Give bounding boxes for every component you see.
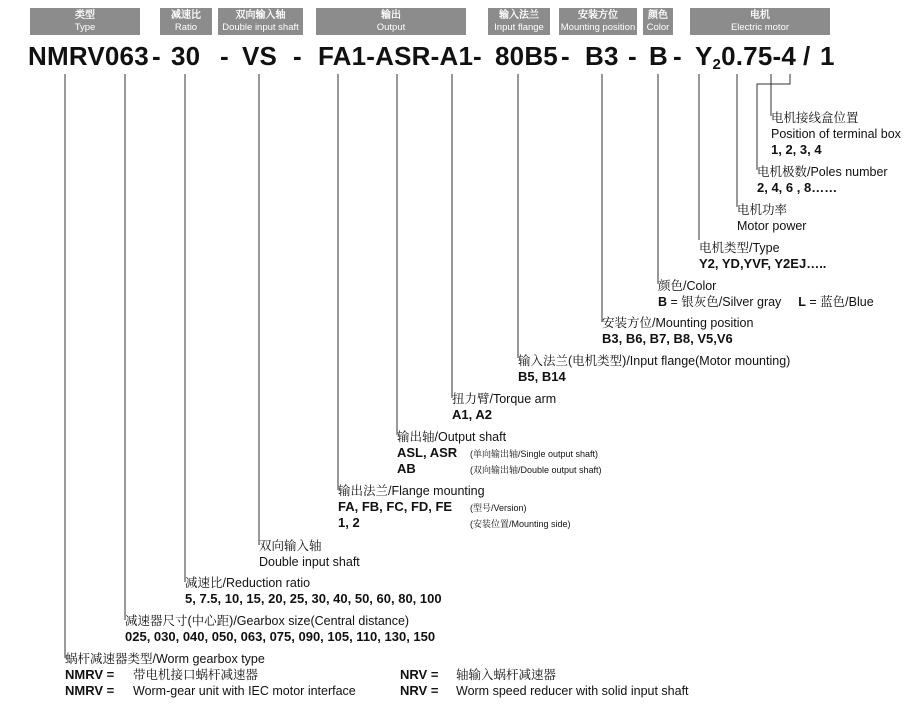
code-dash-1: - xyxy=(152,41,161,71)
type-r2-val: Worm-gear unit with IEC motor interface xyxy=(133,684,356,698)
gearbox-values: 025, 030, 040, 050, 063, 075, 090, 105, 110, 130, 150 xyxy=(125,629,436,644)
double-shaft-label-cn: 双向输入轴 xyxy=(259,539,322,553)
code-dash-6: - xyxy=(628,41,637,71)
header-motor-cn: 电机 xyxy=(750,10,770,21)
type-r1-val2: 轴输入蜗杆减速器 xyxy=(456,668,557,682)
ratio-label: 减速比/Reduction ratio xyxy=(185,576,311,590)
double-shaft-label-en: Double input shaft xyxy=(259,555,360,569)
code-slash: / xyxy=(803,41,811,71)
power-label-en: Motor power xyxy=(737,219,807,233)
input-flange-label: 输入法兰(电机类型)/Input flange(Motor mounting) xyxy=(518,354,791,368)
torque-arm-label: 扭力臂/Torque arm xyxy=(452,392,557,406)
color-label: 颜色/Color xyxy=(658,279,717,293)
header-mounting-en: Mounting position xyxy=(560,22,636,33)
code-dash-3: - xyxy=(293,41,302,71)
code-motor-prefix: Y xyxy=(695,41,713,71)
mounting-label: 安装方位/Mounting position xyxy=(602,316,754,330)
code-motor-rest: 0.75-4 xyxy=(721,41,797,71)
type-r1-val: 带电机接口蜗杆减速器 xyxy=(133,668,259,682)
header-flange-en: Input flange xyxy=(494,22,544,33)
color-l-key: L xyxy=(798,295,806,309)
color-options xyxy=(658,294,874,310)
header-flange-cn: 输入法兰 xyxy=(499,10,539,21)
code-output: FA1-ASR-A1 xyxy=(318,41,474,71)
output-shaft-v1: ASL, ASR xyxy=(397,445,458,460)
color-l-value: = 蓝色/Blue xyxy=(809,295,874,309)
torque-arm-values: A1, A2 xyxy=(452,407,492,422)
header-type-cn: 类型 xyxy=(75,10,95,21)
code-color: B xyxy=(649,41,668,71)
header-color-en: Color xyxy=(646,22,670,33)
type-r2-val2: Worm speed reducer with solid input shaft xyxy=(456,684,689,698)
terminal-label-cn: 电机接线盒位置 xyxy=(771,111,859,125)
header-ratio-cn: 减速比 xyxy=(171,10,201,21)
code-motor-sub: 2 xyxy=(712,56,722,73)
output-shaft-v2: AB xyxy=(397,461,416,476)
code-shaft: VS xyxy=(242,41,278,71)
code-dash-4: - xyxy=(473,41,482,71)
flange-mounting-n1: (型号/Version) xyxy=(470,503,527,513)
code-dash-2: - xyxy=(220,41,229,71)
terminal-values: 1, 2, 3, 4 xyxy=(771,142,822,157)
header-shaft-cn: 双向输入轴 xyxy=(235,10,286,21)
code-terminal: 1 xyxy=(820,41,835,71)
type-r2-key: NMRV = xyxy=(65,683,115,698)
type-label: 蜗杆减速器类型/Worm gearbox type xyxy=(65,652,265,666)
leader-poles xyxy=(757,74,771,170)
code-dash-7: - xyxy=(673,41,682,71)
header-motor-en: Electric motor xyxy=(730,22,790,33)
header-mounting-cn: 安装方位 xyxy=(578,10,618,21)
flange-mounting-n2: (安装位置/Mounting side) xyxy=(470,519,571,529)
header-output-cn: 输出 xyxy=(381,10,401,21)
output-shaft-label: 输出轴/Output shaft xyxy=(397,430,507,444)
code-dash-5: - xyxy=(561,41,570,71)
motor-type-values: Y2, YD,YVF, Y2EJ….. xyxy=(699,256,827,271)
header-shaft-en: Double input shaft xyxy=(222,22,299,33)
header-ratio-en: Ratio xyxy=(174,22,198,33)
header-output-en: Output xyxy=(376,22,406,33)
code-flange: 80B5 xyxy=(495,41,558,71)
input-flange-values: B5, B14 xyxy=(518,369,566,384)
power-label-cn: 电机功率 xyxy=(737,203,788,217)
type-r1-key: NMRV = xyxy=(65,667,115,682)
output-shaft-n2: (双向输出轴/Double output shaft) xyxy=(470,465,602,475)
motor-type-label: 电机类型/Type xyxy=(699,241,780,255)
gearbox-label: 减速器尺寸(中心距)/Gearbox size(Central distance) xyxy=(125,614,410,628)
ratio-values: 5, 7.5, 10, 15, 20, 25, 30, 40, 50, 60, 80, 100 xyxy=(185,591,442,606)
header-color-cn: 颜色 xyxy=(648,10,668,21)
code-mounting: B3 xyxy=(585,41,619,71)
flange-mounting-label: 输出法兰/Flange mounting xyxy=(338,484,485,498)
type-r2-key2: NRV = xyxy=(400,683,439,698)
mounting-values: B3, B6, B7, B8, V5,V6 xyxy=(602,331,733,346)
color-b-value: = 银灰色/Silver gray xyxy=(670,295,782,309)
poles-label: 电机极数/Poles number xyxy=(757,165,888,179)
code-type: NMRV063 xyxy=(28,41,149,71)
output-shaft-n1: (单向输出轴/Single output shaft) xyxy=(470,449,599,459)
flange-mounting-v2: 1, 2 xyxy=(338,515,360,530)
type-r1-key2: NRV = xyxy=(400,667,439,682)
header-type-en: Type xyxy=(74,22,96,33)
code-ratio: 30 xyxy=(171,41,201,71)
flange-mounting-v1: FA, FB, FC, FD, FE xyxy=(338,499,453,514)
poles-values: 2, 4, 6 , 8…… xyxy=(757,180,838,195)
terminal-label-en: Position of terminal box xyxy=(771,127,901,141)
color-b-key: B xyxy=(658,295,668,309)
